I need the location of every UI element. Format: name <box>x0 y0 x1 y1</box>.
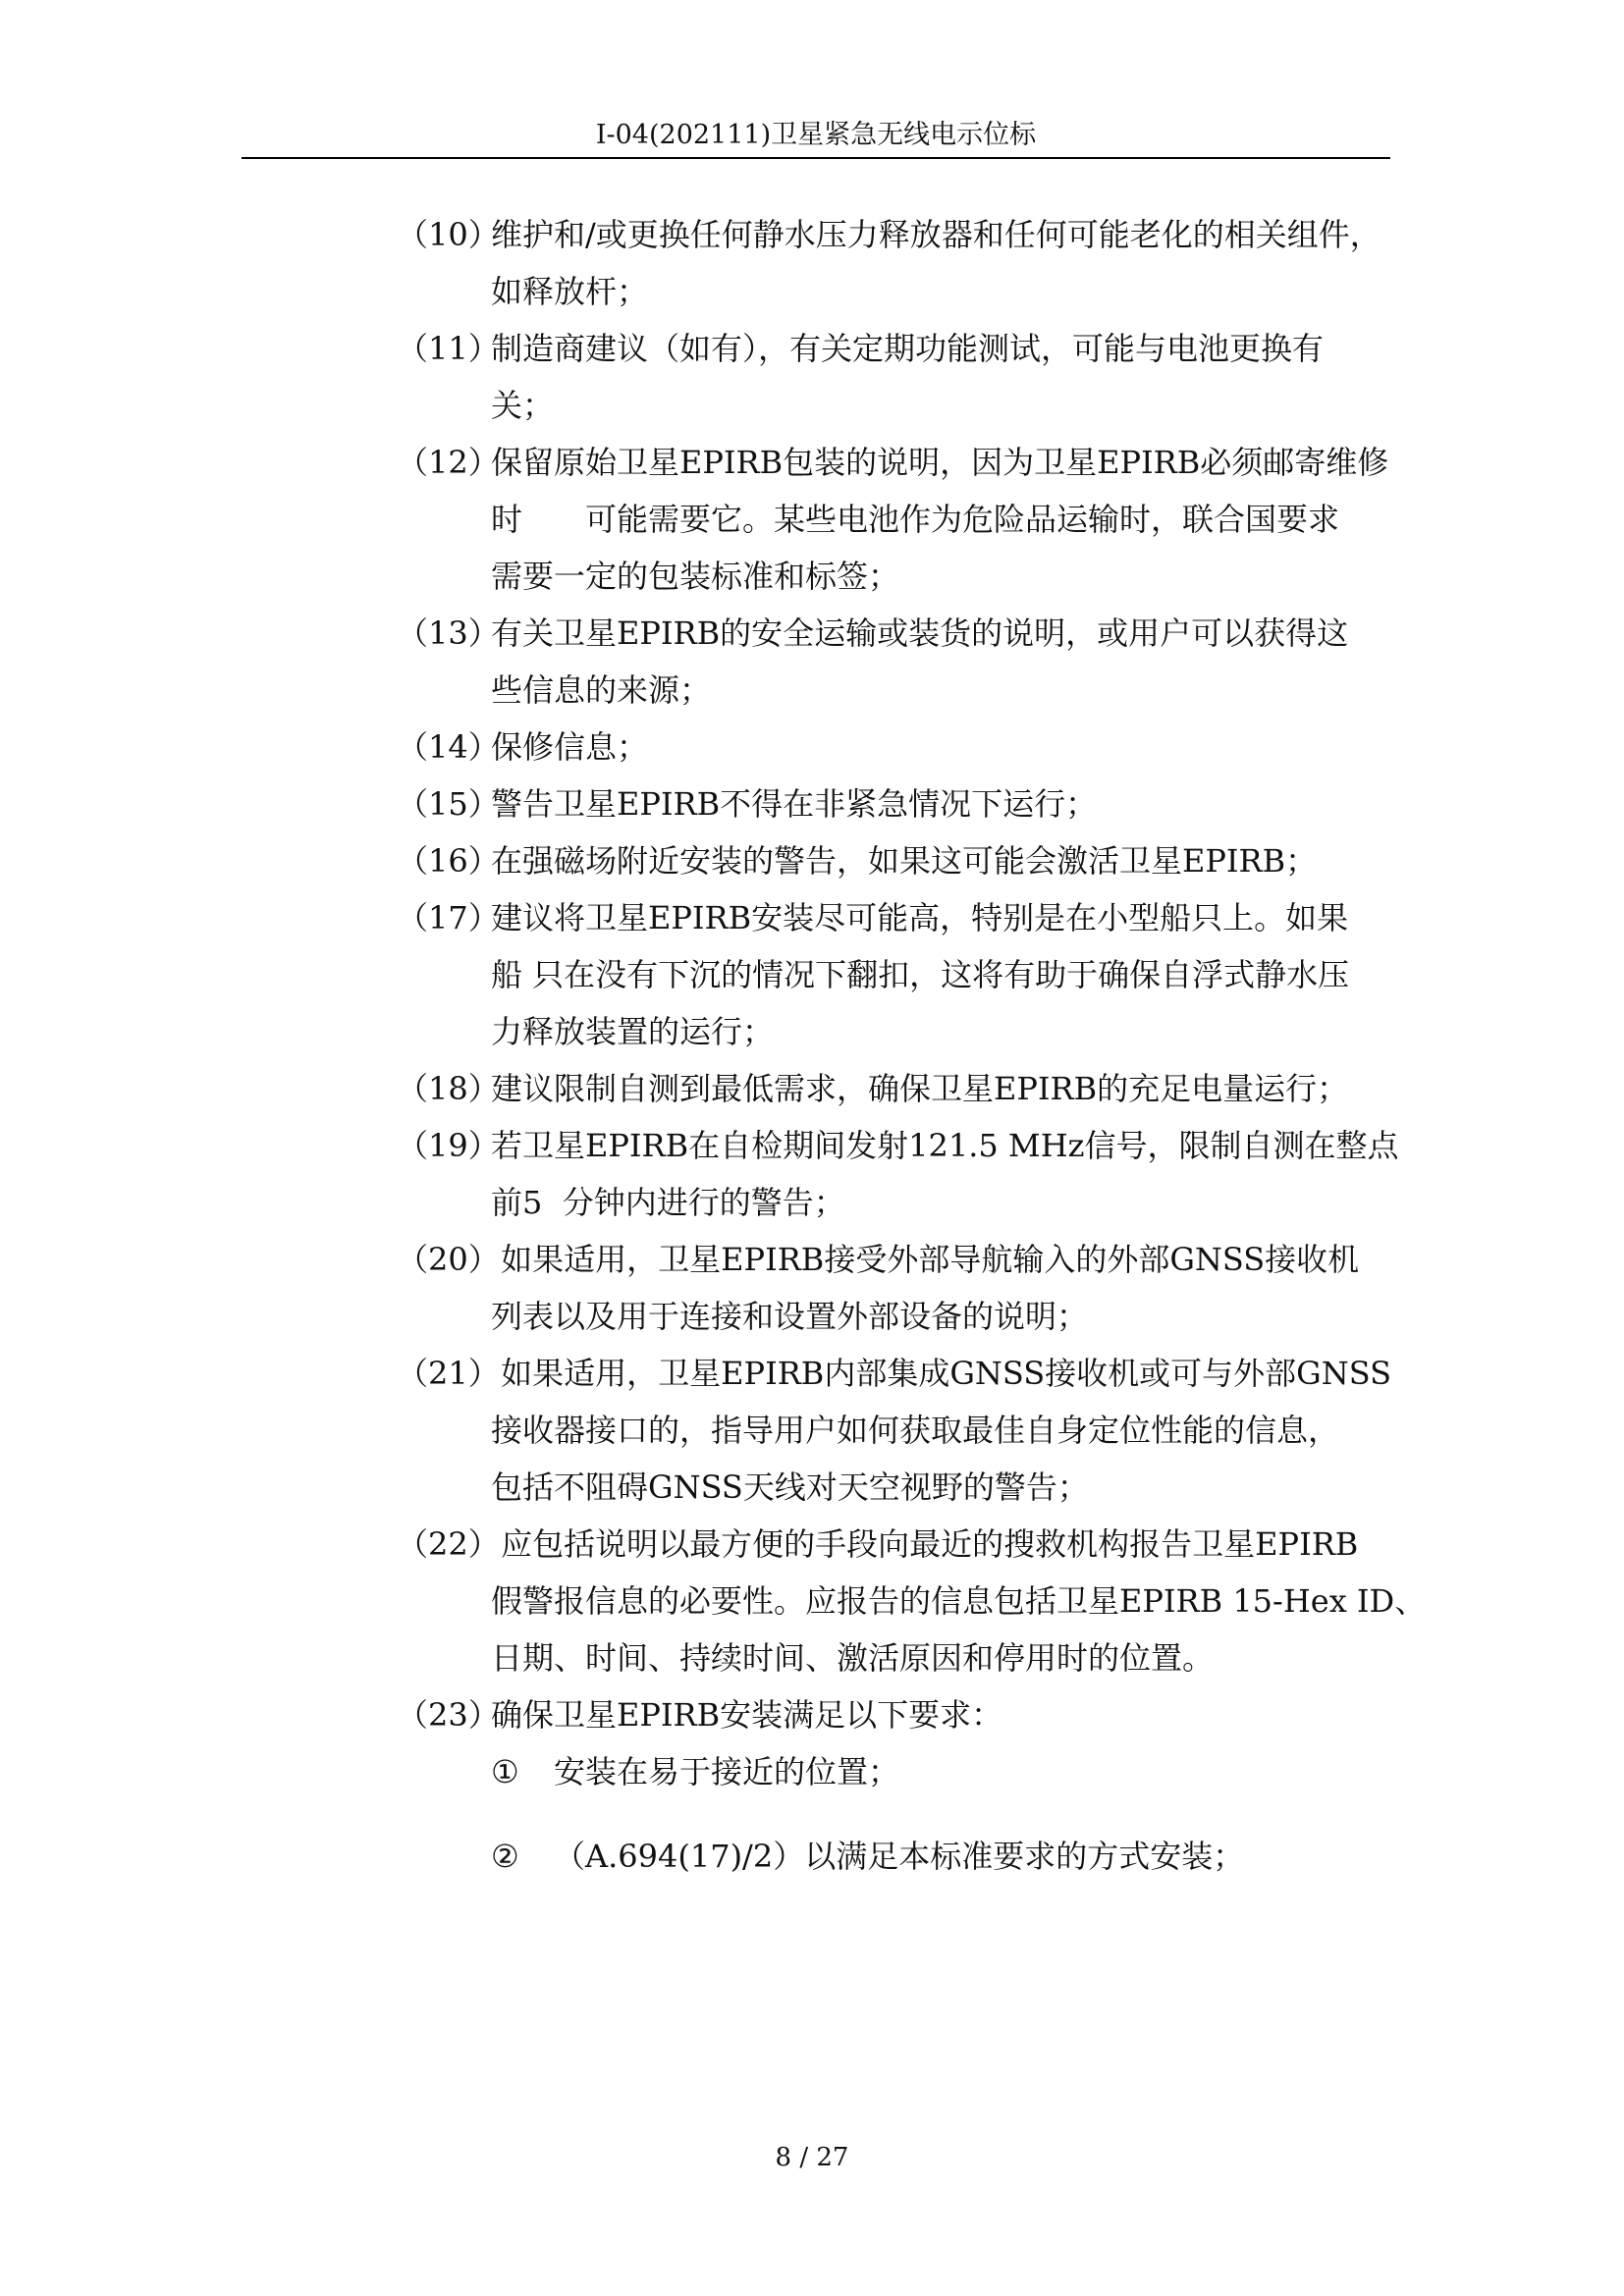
list-item-text-line: 船 只在没有下沉的情况下翻扣，这将有助于确保自浮式静水压 <box>491 956 1350 993</box>
list-item-number: （20） <box>397 1241 500 1278</box>
circled-number-marker: ① <box>491 1753 519 1790</box>
list-item <box>397 1686 1388 1743</box>
list-item-text-line: 些信息的来源； <box>491 671 712 709</box>
list-item-number: （15） <box>397 785 500 823</box>
sub-list-item <box>491 1743 1388 1800</box>
list-item-text-line: 制造商建议（如有），有关定期功能测试，可能与电池更换有 <box>491 330 1325 367</box>
list-item-text-line: 如释放杆； <box>491 273 649 310</box>
list-item <box>397 1231 1388 1345</box>
circled-number-marker: ② <box>491 1838 519 1875</box>
list-item-text-line: 时 可能需要它。某些电池作为危险品运输时，联合国要求 <box>491 501 1340 538</box>
list-item-text-line: 有关卫星EPIRB的安全运输或装货的说明，或用户可以获得这 <box>491 614 1349 652</box>
list-item <box>397 832 1388 889</box>
list-item <box>397 1060 1388 1117</box>
list-item-text-line: 警告卫星EPIRB不得在非紧急情况下运行； <box>491 785 1098 823</box>
list-item-text-line: 假警报信息的必要性。应报告的信息包括卫星EPIRB 15-Hex ID、 <box>491 1582 1427 1620</box>
sub-list-item-text: 安装在易于接近的位置； <box>554 1753 900 1790</box>
page-header-title: I-04(202111)卫星紧急无线电示位标 <box>595 120 1037 150</box>
list-item-text-line: 确保卫星EPIRB安装满足以下要求： <box>491 1696 1003 1734</box>
list-item-number: （16） <box>397 842 500 880</box>
list-item-number: （14） <box>397 728 500 766</box>
list-item-text-line: 接收器接口的，指导用户如何获取最佳自身定位性能的信息， <box>491 1412 1340 1449</box>
list-item-text-line: 在强磁场附近安装的警告，如果这可能会激活卫星EPIRB； <box>491 842 1318 880</box>
document-body <box>397 206 1427 1885</box>
list-item-text-line: 保留原始卫星EPIRB包装的说明，因为卫星EPIRB必须邮寄维修 <box>491 444 1389 481</box>
list-item-number: （19） <box>397 1127 500 1164</box>
list-item <box>397 605 1388 719</box>
list-item-text-line: 保修信息； <box>491 728 649 766</box>
list-item-text-line: 如果适用，卫星EPIRB内部集成GNSS接收机或可与外部GNSS <box>491 1355 1392 1392</box>
list-item-number: （22） <box>397 1525 500 1563</box>
list-item <box>397 1516 1427 1686</box>
list-item <box>397 719 1388 775</box>
list-item-text-line: 包括不阻碍GNSS天线对天空视野的警告； <box>491 1468 1089 1506</box>
sub-list-item-text: （A.694(17)/2）以满足本标准要求的方式安装； <box>554 1838 1245 1875</box>
list-item <box>397 434 1388 605</box>
list-item <box>397 206 1388 320</box>
list-item-text-line: 建议将卫星EPIRB安装尽可能高，特别是在小型船只上。如果 <box>491 899 1349 936</box>
list-item <box>397 320 1388 434</box>
list-item-number: （11） <box>397 330 500 367</box>
list-item-number: （13） <box>397 614 500 652</box>
list-item <box>397 775 1388 832</box>
list-item <box>397 1117 1399 1231</box>
list-item-number: （23） <box>397 1696 500 1734</box>
list-item <box>397 889 1388 1060</box>
list-item-text-line: 列表以及用于连接和设置外部设备的说明； <box>491 1298 1089 1335</box>
list-item-number: （10） <box>397 216 500 253</box>
list-item-text-line: 若卫星EPIRB在自检期间发射121.5 MHz信号，限制自测在整点 <box>491 1127 1399 1164</box>
list-item <box>397 1345 1392 1516</box>
list-item-text-line: 关； <box>491 387 555 424</box>
list-item-number: （21） <box>397 1355 500 1392</box>
list-item-text-line: 应包括说明以最方便的手段向最近的搜救机构报告卫星EPIRB <box>491 1525 1359 1563</box>
list-item-number: （18） <box>397 1070 500 1107</box>
page-number: 8 / 27 <box>775 2143 849 2172</box>
list-item-number: （12） <box>397 444 500 481</box>
list-item-text-line: 建议限制自测到最低需求，确保卫星EPIRB的充足电量运行； <box>491 1070 1349 1107</box>
list-item-text-line: 维护和/或更换任何静水压力释放器和任何可能老化的相关组件， <box>491 216 1381 253</box>
list-item-text-line: 需要一定的包装标准和标签； <box>491 558 900 595</box>
list-item-text-line: 如果适用，卫星EPIRB接受外部导航输入的外部GNSS接收机 <box>491 1241 1360 1278</box>
sub-list-item <box>491 1828 1388 1885</box>
header-rule <box>242 157 1390 159</box>
spacer <box>397 1800 1388 1828</box>
list-item-text-line: 力释放装置的运行； <box>491 1013 775 1050</box>
list-item-number: （17） <box>397 899 500 936</box>
list-item-text-line: 日期、时间、持续时间、激活原因和停用时的位置。 <box>491 1639 1215 1677</box>
list-item-text-line: 前5 分钟内进行的警告； <box>491 1184 845 1221</box>
